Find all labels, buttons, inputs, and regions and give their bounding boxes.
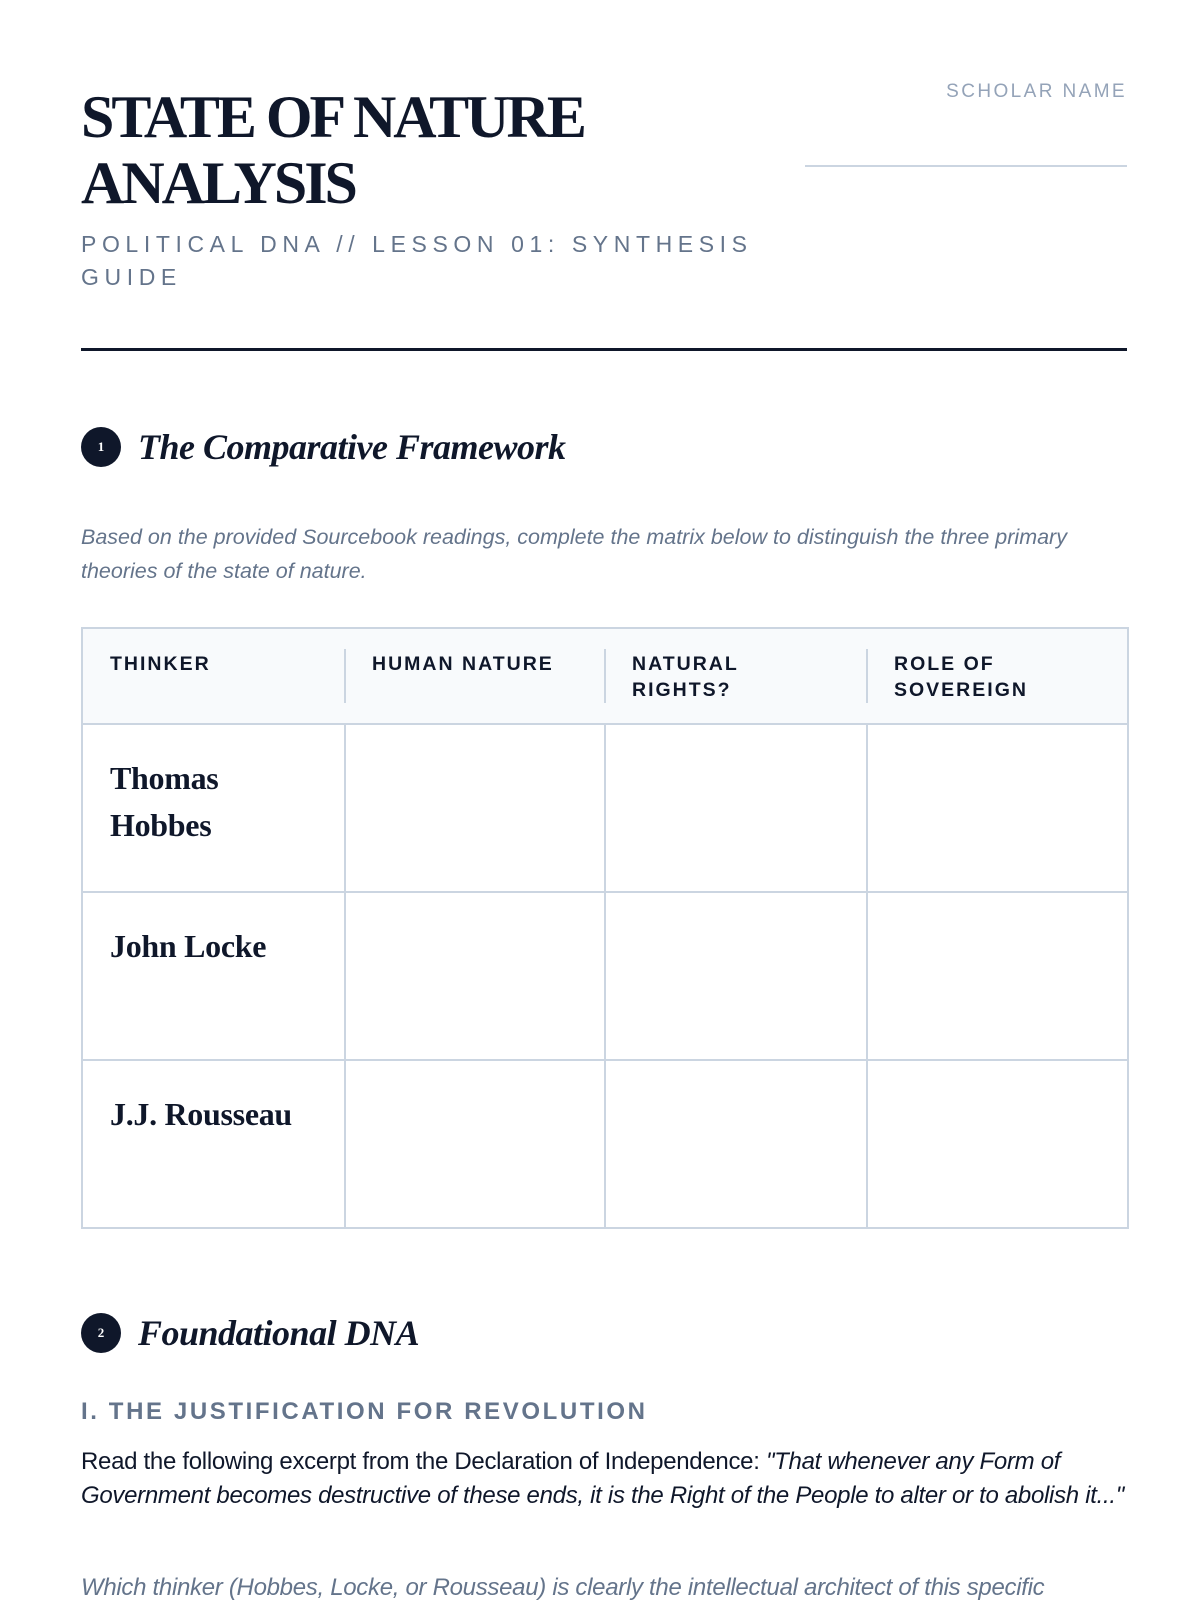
answer-cell-human-nature[interactable] xyxy=(345,1060,605,1228)
excerpt-quote: "That whenever any Form of Government becomes destructive of these ends, it is the Right of the People to alter or to abolish it..." xyxy=(81,1448,1124,1509)
answer-cell-human-nature[interactable] xyxy=(345,724,605,892)
comparative-matrix xyxy=(81,627,1129,1229)
header-divider xyxy=(81,348,1127,351)
thinker-cell: John Locke xyxy=(82,892,345,1060)
column-header-human-nature xyxy=(345,628,605,724)
answer-cell-role-of-sovereign[interactable] xyxy=(867,1060,1128,1228)
section-title: The Comparative Framework xyxy=(138,427,566,467)
page-title-line-2: ANALYSIS xyxy=(81,150,355,216)
section-number-badge: 1 xyxy=(81,427,121,467)
excerpt-lead: Read the following excerpt from the Declaration of Independence: xyxy=(81,1448,766,1475)
section-1-instructions: Based on the provided Sourcebook readings, complete the matrix below to distinguish the three primary theories of the state of nature. xyxy=(81,525,1067,583)
section-1-heading xyxy=(81,426,566,468)
answer-cell-natural-rights[interactable] xyxy=(605,892,867,1060)
answer-cell-role-of-sovereign[interactable] xyxy=(867,892,1128,1060)
declaration-excerpt xyxy=(81,1445,1131,1513)
column-header-label: ROLE OF SOVEREIGN xyxy=(894,653,1028,701)
section-2-heading xyxy=(81,1312,419,1354)
page-title-line-1: STATE OF NATURE xyxy=(81,84,584,150)
answer-cell-natural-rights[interactable] xyxy=(605,724,867,892)
table-row xyxy=(82,724,1128,892)
section-number-badge: 2 xyxy=(81,1313,121,1353)
column-header-natural-rights xyxy=(605,628,867,724)
subsection-title: I. THE JUSTIFICATION FOR REVOLUTION xyxy=(81,1398,648,1425)
answer-cell-natural-rights[interactable] xyxy=(605,1060,867,1228)
scholar-name-label: SCHOLAR NAME xyxy=(946,81,1127,102)
page-title xyxy=(81,84,721,216)
column-header-thinker xyxy=(82,628,345,724)
column-header-label: THINKER xyxy=(110,653,211,675)
answer-cell-role-of-sovereign[interactable] xyxy=(867,724,1128,892)
column-header-label: HUMAN NATURE xyxy=(372,653,554,675)
column-header-role-of-sovereign xyxy=(867,628,1128,724)
thinker-cell: J.J. Rousseau xyxy=(82,1060,345,1228)
matrix-header-row xyxy=(82,628,1128,724)
column-header-label: NATURAL RIGHTS? xyxy=(632,653,739,701)
page-subtitle: POLITICAL DNA // LESSON 01: SYNTHESIS GUIDE xyxy=(81,231,753,290)
scholar-name-field[interactable] xyxy=(805,165,1127,167)
thinker-cell: Thomas Hobbes xyxy=(82,724,345,892)
table-row xyxy=(82,1060,1128,1228)
question-prompt: Which thinker (Hobbes, Locke, or Rousseau) is clearly the intellectual architect of this specific xyxy=(81,1574,1045,1600)
section-title: Foundational DNA xyxy=(138,1313,420,1353)
answer-cell-human-nature[interactable] xyxy=(345,892,605,1060)
table-row xyxy=(82,892,1128,1060)
